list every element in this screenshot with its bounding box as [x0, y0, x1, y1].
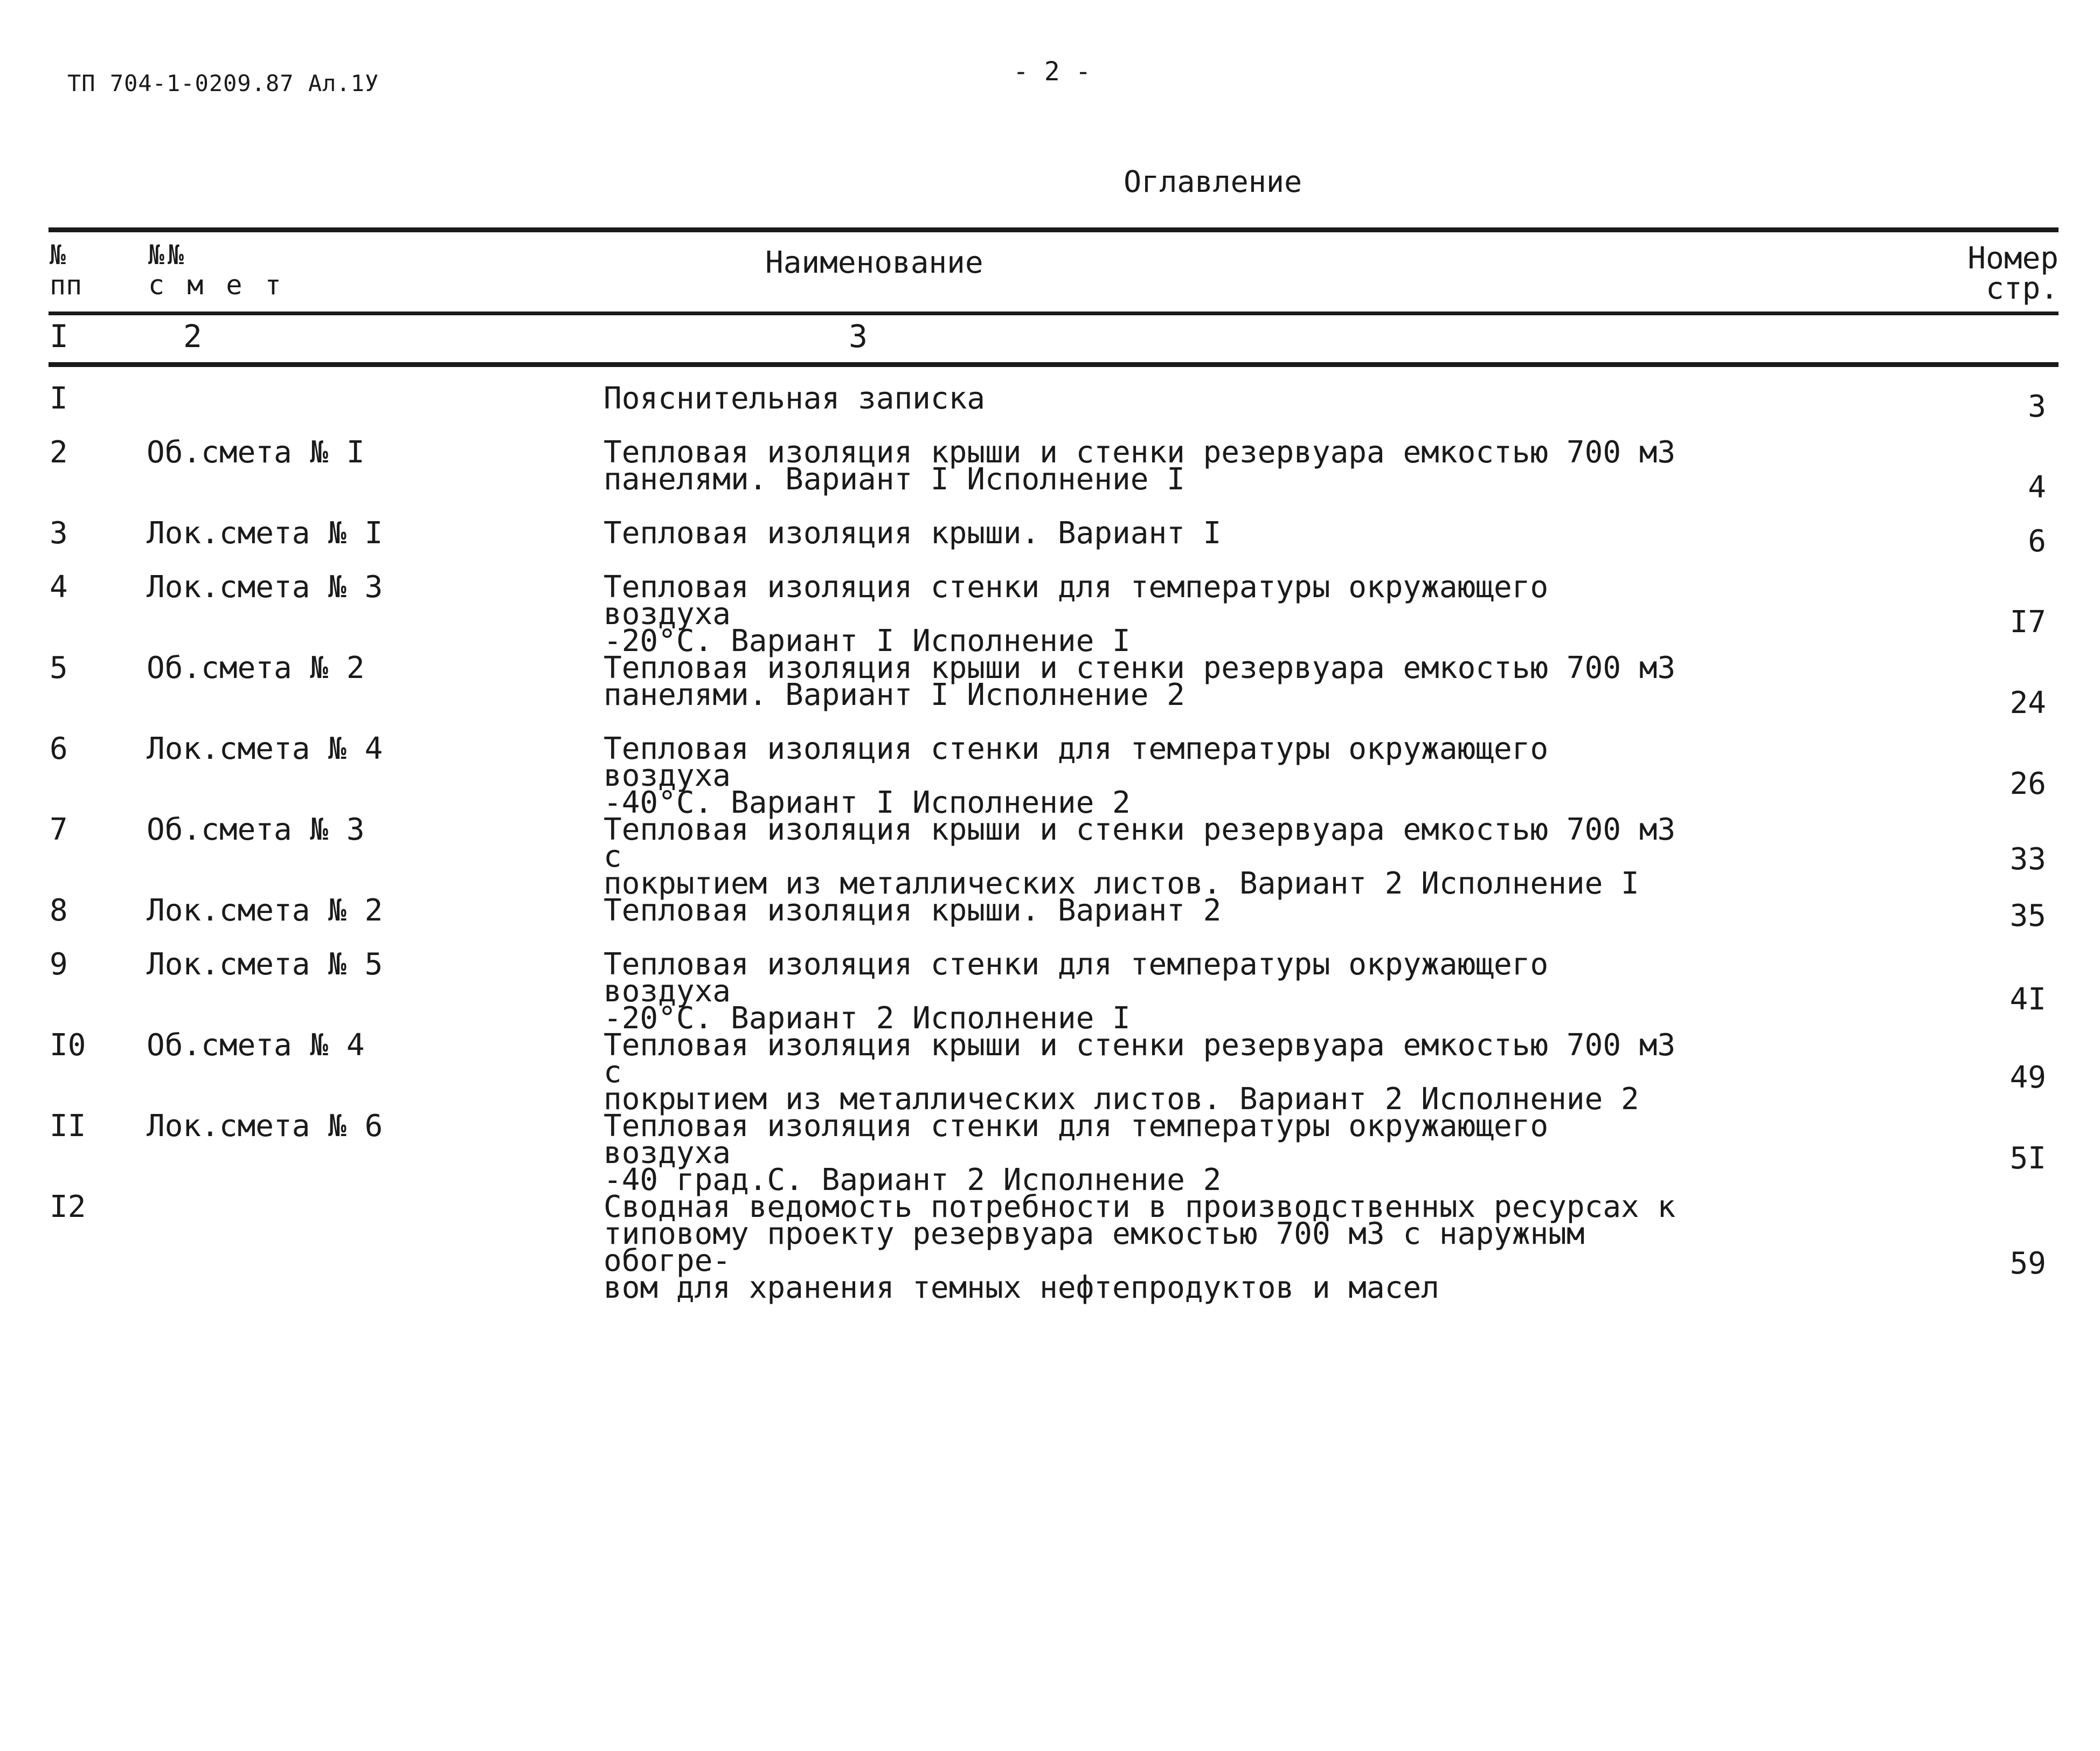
row-estimate: Лок.смета № 3 — [147, 570, 383, 605]
document-code: ТП 704-1-0209.87 Ал.1У — [67, 70, 379, 96]
row-number: I — [50, 381, 68, 416]
row-estimate: Об.смета № I — [147, 435, 365, 470]
column-number-3: 3 — [849, 318, 868, 355]
row-page: 26 — [2009, 766, 2046, 801]
page-title: Оглавление — [1124, 164, 1302, 199]
row-estimate: Об.смета № 4 — [147, 1028, 365, 1063]
header-bottom-rule — [48, 312, 2059, 315]
row-number: I0 — [50, 1028, 86, 1063]
page-number: - 2 - — [1013, 57, 1091, 87]
row-estimate: Лок.смета № 5 — [147, 947, 383, 982]
row-number: 2 — [50, 435, 68, 470]
row-number: I2 — [50, 1189, 86, 1224]
row-name: Тепловая изоляция крыши. Вариант I — [604, 516, 1222, 551]
row-name: Тепловая изоляция крыши и стенки резервуара емкостью 700 м3 панелями. Вариант I Исполнение 2 — [604, 650, 1676, 712]
column-numbers-rule — [48, 362, 2059, 367]
row-number: II — [50, 1109, 86, 1144]
row-page: 49 — [2009, 1060, 2046, 1095]
row-name: Тепловая изоляция стенки для температуры окружающего воздуха -20°С. Вариант I Исполнение I — [604, 570, 1549, 659]
row-page: I7 — [2009, 605, 2046, 640]
row-estimate: Об.смета № 2 — [147, 650, 365, 686]
row-name: Тепловая изоляция крыши и стенки резервуара емкостью 700 м3 панелями. Вариант I Исполнение I — [604, 435, 1676, 497]
row-number: 5 — [50, 650, 68, 686]
row-page: 4 — [2028, 470, 2046, 505]
row-estimate: Лок.смета № 4 — [147, 731, 383, 766]
row-name: Тепловая изоляция крыши. Вариант 2 — [604, 893, 1222, 928]
row-page: 5I — [2009, 1141, 2046, 1176]
header-name: Наименование — [765, 245, 983, 280]
row-name: Тепловая изоляция крыши и стенки резервуара емкостью 700 м3 с покрытием из металлических листов. Вариант 2 Исполнение 2 — [604, 1028, 1676, 1117]
row-name: Сводная ведомость потребности в производственных ресурсах к типовому проекту резервуара емкостью 700 м3 с наружным обогре- вом для хранения темных нефтепродуктов и масел — [604, 1189, 1676, 1305]
row-estimate: Лок.смета № I — [147, 516, 383, 551]
row-estimate: Об.смета № 3 — [147, 812, 365, 847]
row-estimate: Лок.смета № 2 — [147, 893, 383, 928]
header-page: Номер стр. — [1967, 241, 2059, 306]
header-number: № пп — [50, 239, 82, 301]
row-name: Тепловая изоляция крыши и стенки резервуара емкостью 700 м3 с покрытием из металлических листов. Вариант 2 Исполнение I — [604, 812, 1676, 901]
row-name: Пояснительная записка — [604, 381, 986, 416]
row-number: 6 — [50, 731, 68, 766]
column-number-1: I — [50, 318, 68, 355]
row-number: 3 — [50, 516, 68, 551]
row-name: Тепловая изоляция стенки для температуры окружающего воздуха -20°С. Вариант 2 Исполнение I — [604, 947, 1549, 1036]
row-estimate: Лок.смета № 6 — [147, 1109, 383, 1144]
row-number: 9 — [50, 947, 68, 982]
row-page: 6 — [2028, 524, 2046, 559]
row-page: 3 — [2028, 389, 2046, 424]
row-name: Тепловая изоляция стенки для температуры окружающего воздуха -40 град.С. Вариант 2 Исполнение 2 — [604, 1109, 1549, 1198]
column-number-2: 2 — [183, 318, 202, 355]
row-page: 4I — [2009, 982, 2046, 1017]
row-name: Тепловая изоляция стенки для температуры окружающего воздуха -40°С. Вариант I Исполнение 2 — [604, 731, 1549, 820]
row-number: 4 — [50, 570, 68, 605]
header-estimate: №№ с м е т — [148, 239, 285, 301]
table-top-rule — [48, 227, 2059, 232]
row-number: 7 — [50, 812, 68, 847]
row-page: 24 — [2009, 686, 2046, 721]
row-page: 33 — [2009, 842, 2046, 877]
row-number: 8 — [50, 893, 68, 928]
row-page: 59 — [2009, 1246, 2046, 1281]
row-page: 35 — [2009, 898, 2046, 933]
